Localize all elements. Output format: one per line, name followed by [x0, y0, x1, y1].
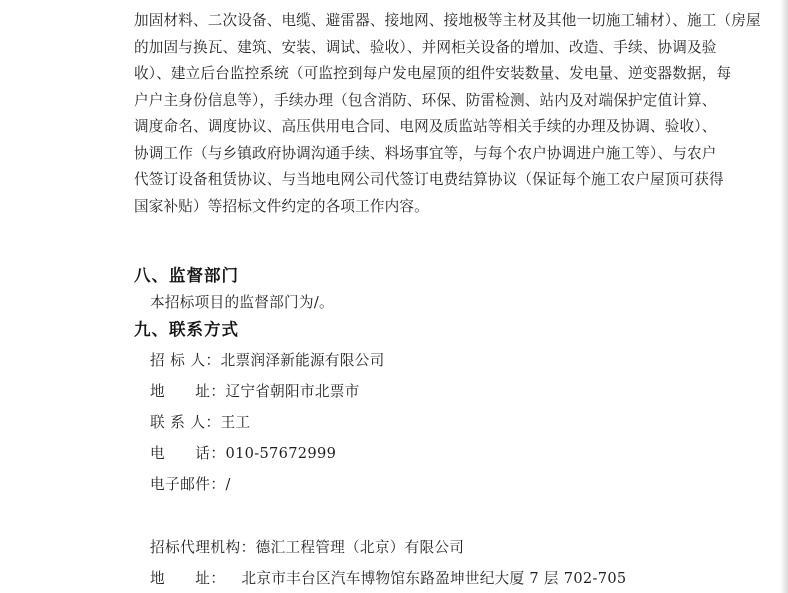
- tenderer-name-label: 招 标 人：: [150, 352, 221, 369]
- tenderer-contact-row: [150, 411, 250, 432]
- section7-continuation-paragraph: [134, 8, 761, 220]
- tenderer-contact-value: 王工: [220, 414, 251, 431]
- paragraph-line: 国家补贴）等招标文件约定的各项工作内容。: [134, 197, 429, 215]
- tenderer-phone-row: [150, 442, 336, 463]
- tenderer-name-value: 北票润泽新能源有限公司: [220, 352, 385, 369]
- paragraph-line: 调度命名、调度协议、高压供用电合同、电网及质监站等相关手续的办理及协调、验收）、: [134, 118, 717, 135]
- tenderer-address-row: [150, 380, 360, 401]
- paragraph-line: 的加固与换瓦、建筑、安装、调试、验收）、并网柜关设备的增加、改造、手续、协调及验: [134, 38, 717, 56]
- agency-name-row: [150, 536, 464, 557]
- tenderer-contact-label: 联 系 人：: [150, 414, 221, 431]
- tenderer-address-label: 地 址：: [150, 383, 226, 400]
- section8-heading: 八、监督部门: [134, 266, 239, 285]
- tenderer-address-value: 辽宁省朝阳市北票市: [225, 383, 360, 400]
- tenderer-email-row: [150, 473, 231, 494]
- tenderer-phone-label: 电 话：: [150, 445, 226, 462]
- tenderer-email-label: 电子邮件：: [150, 476, 226, 493]
- section9-heading: 九、联系方式: [134, 320, 239, 339]
- tenderer-email-value: /: [225, 476, 231, 493]
- paragraph-line: 协调工作（与乡镇政府协调沟通手续、料场事宜等，与每个农户协调进户施工等）、与农户: [134, 144, 717, 162]
- agency-address-label: 地 址：: [150, 570, 226, 587]
- paragraph-line: 代签订设备租赁协议、与当地电网公司代签订电费结算协议（保证每个施工农户屋顶可获得: [134, 171, 724, 188]
- paragraph-line: 加固材料、二次设备、电缆、避雷器、接地网、接地极等主材及其他一切施工辅材）、施工（房屋: [134, 12, 761, 29]
- agency-address-value: 北京市丰台区汽车博物馆东路盈坤世纪大厦 7 层 702-705: [241, 570, 627, 587]
- tenderer-phone-value: 010-57672999: [225, 445, 337, 462]
- paragraph-line: 收）、建立后台监控系统（可监控到每户发电屋顶的组件安装数量、发电量、逆变器数据，每: [134, 65, 732, 82]
- agency-name-label: 招标代理机构：: [150, 539, 256, 556]
- paragraph-line: 户户主身份信息等），手续办理（包含消防、环保、防雷检测、站内及对端保护定值计算、: [134, 91, 717, 109]
- section8-text: 本招标项目的监督部门为/。: [150, 294, 334, 311]
- agency-name-value: 德汇工程管理（北京）有限公司: [255, 539, 465, 556]
- tenderer-name-row: [150, 349, 385, 370]
- agency-address-row: [150, 567, 627, 588]
